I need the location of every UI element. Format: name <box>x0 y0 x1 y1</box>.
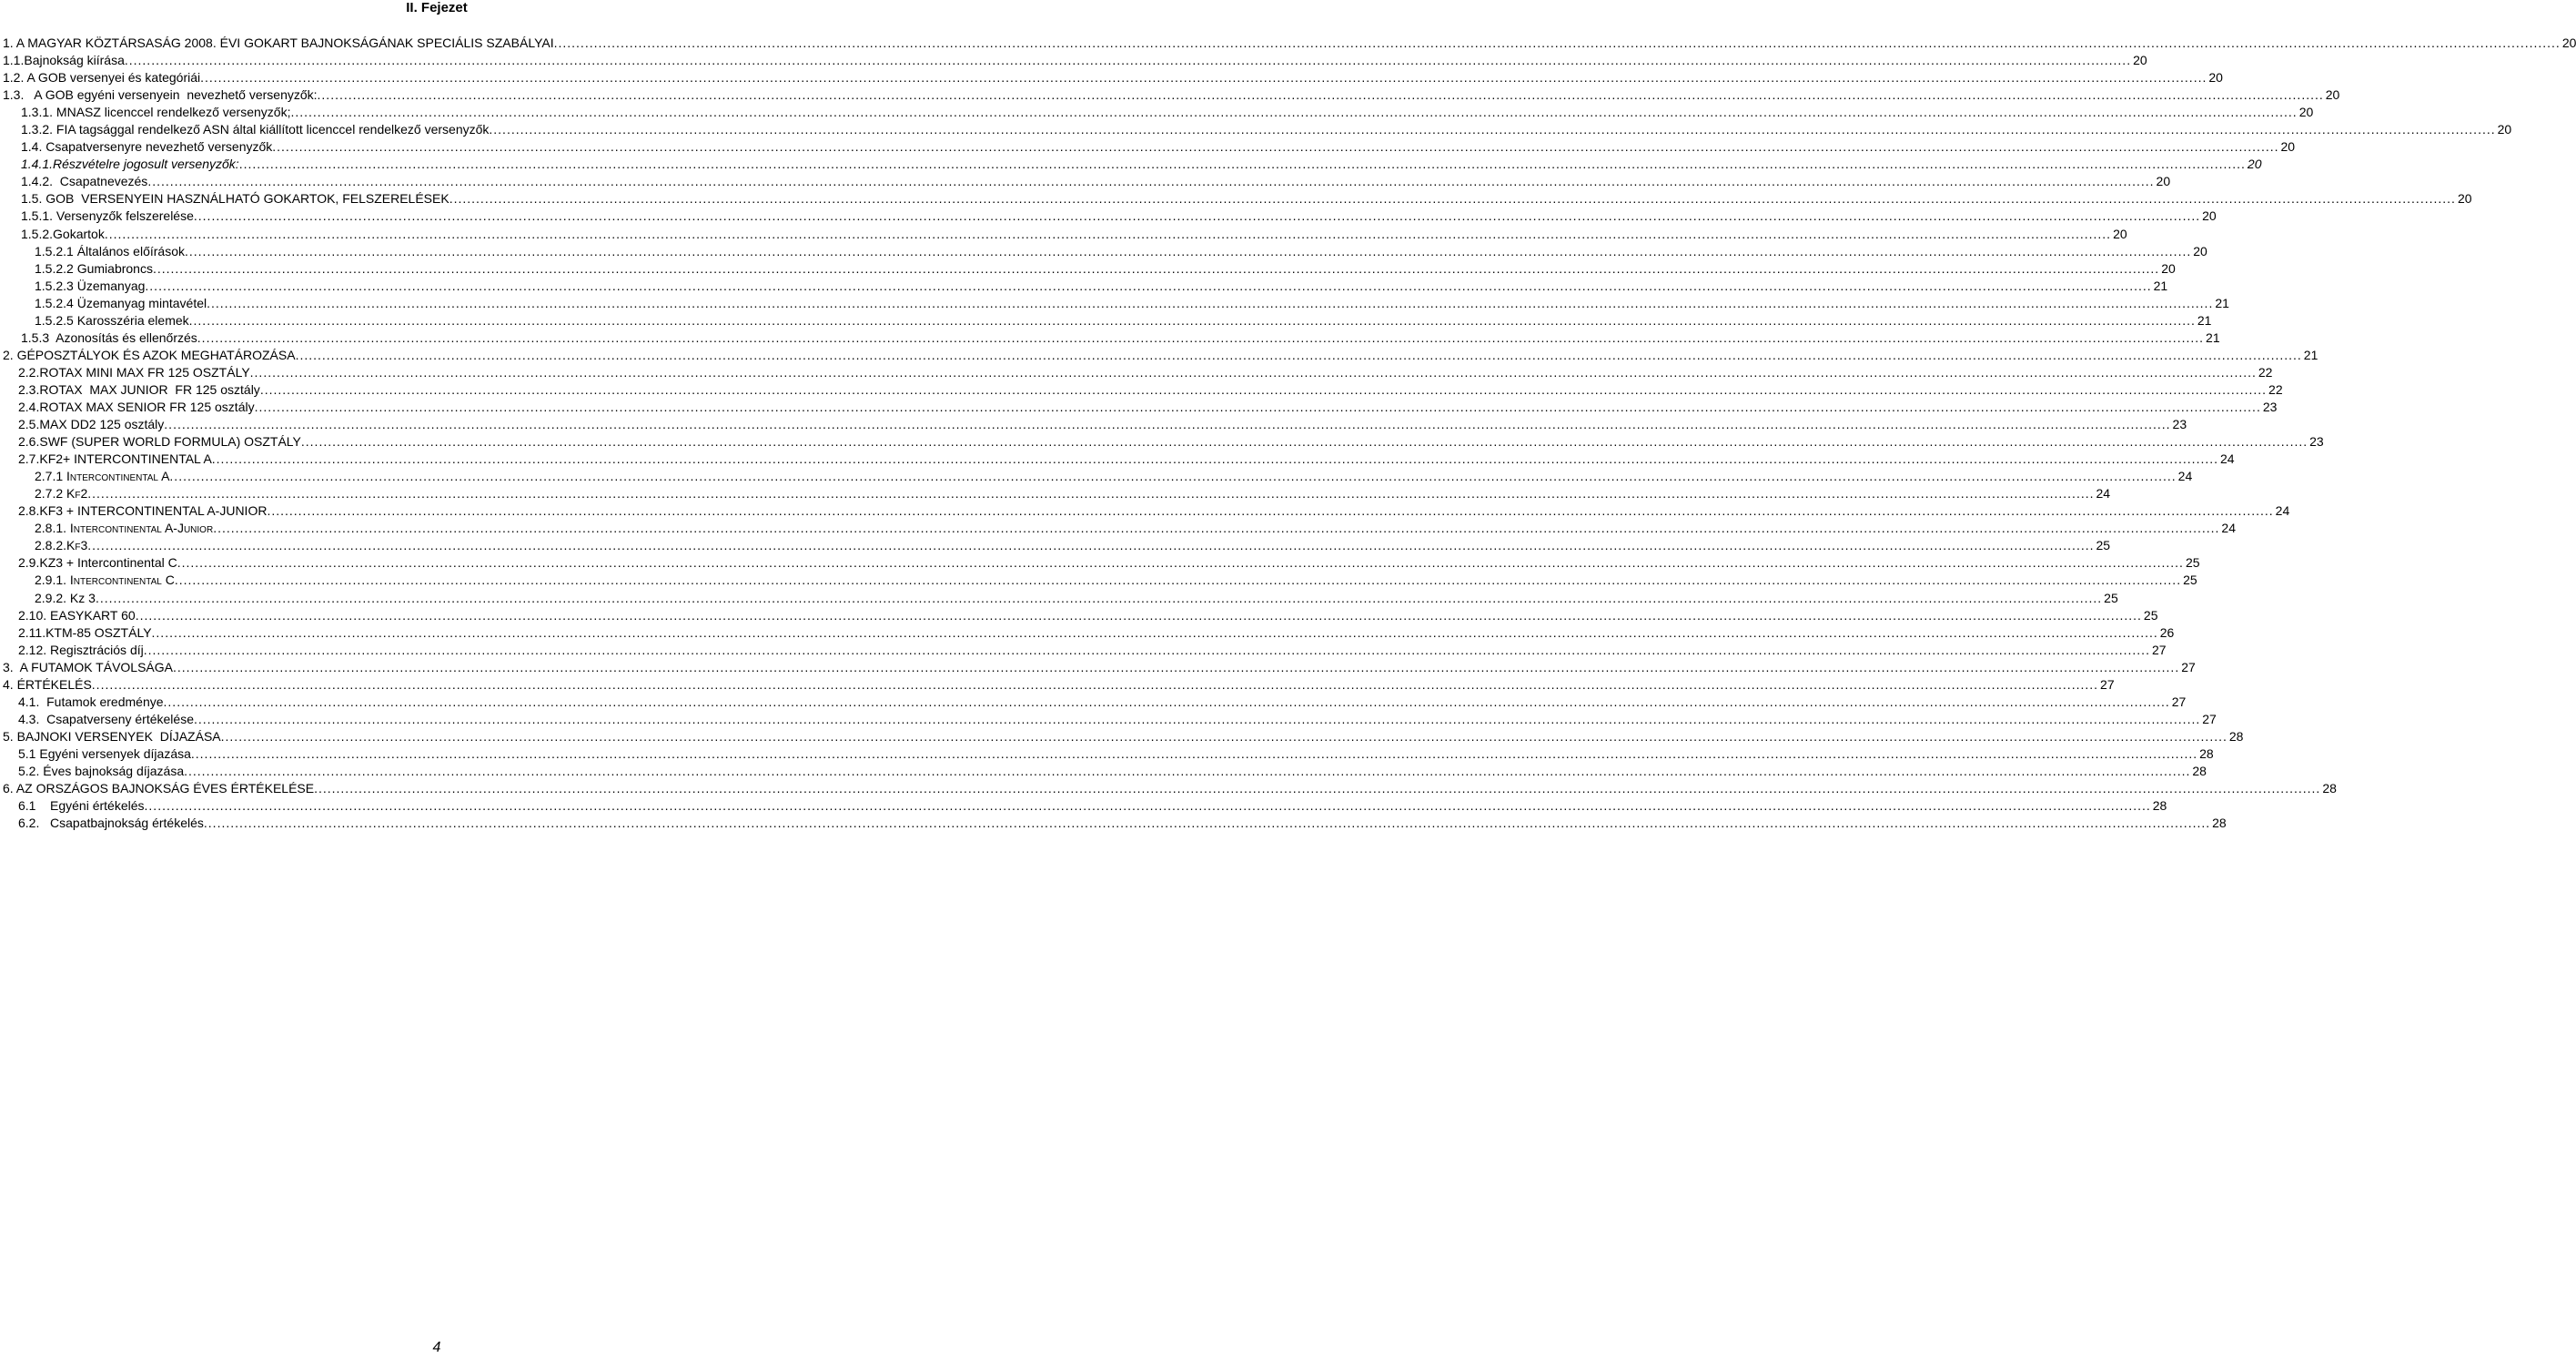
toc-entry-page: 20 <box>2193 243 2207 258</box>
toc-entry[interactable] <box>0 416 2187 433</box>
toc-entry-page: 20 <box>2113 226 2127 241</box>
toc-entry-page: 24 <box>2275 503 2290 519</box>
toc-leader: ................................................................................................................................................................................................................................................................................................................................................................................................................................................................... <box>197 329 2205 345</box>
toc-entry-label: 1.3.2. FIA tagsággal rendelkező ASN által kiállított licenccel rendelkező versenyzők <box>21 122 490 137</box>
toc-entry-page: 20 <box>2208 70 2223 86</box>
toc-leader: ................................................................................................................................................................................................................................................................................................................................................................................................................................................................... <box>300 434 2308 450</box>
toc-leader: ................................................................................................................................................................................................................................................................................................................................................................................................................................................................... <box>104 226 2112 241</box>
toc-entry[interactable] <box>0 745 2214 763</box>
toc-leader: ................................................................................................................................................................................................................................................................................................................................................................................................................................................................... <box>213 521 2220 536</box>
toc-entry-page: 20 <box>2133 53 2147 68</box>
toc-entry-page: 20 <box>2325 87 2340 103</box>
toc-entry-page: 26 <box>2159 624 2175 640</box>
toc-entry[interactable] <box>0 780 2337 797</box>
toc-leader: ................................................................................................................................................................................................................................................................................................................................................................................................................................................................... <box>87 538 2095 553</box>
toc-entry[interactable] <box>0 468 2193 485</box>
toc-leader: ................................................................................................................................................................................................................................................................................................................................................................................................................................................................... <box>314 781 2321 796</box>
toc-entry-page: 25 <box>2143 607 2158 623</box>
toc-entry-page: 24 <box>2177 469 2193 484</box>
toc-leader: ................................................................................................................................................................................................................................................................................................................................................................................................................................................................... <box>203 816 2211 831</box>
toc-entry[interactable] <box>0 537 2111 554</box>
toc-entry-label: 1.3.1. MNASZ licenccel rendelkező versenyzők; <box>21 105 291 120</box>
toc-entry[interactable] <box>0 554 2200 572</box>
toc-entry-page: 21 <box>2303 347 2318 362</box>
toc-entry[interactable] <box>0 190 2472 208</box>
toc-leader: ................................................................................................................................................................................................................................................................................................................................................................................................................................................................... <box>553 35 2561 50</box>
toc-entry-label: 1.4.1.Részvételre jogosult versenyzők: <box>21 157 239 172</box>
toc-entry[interactable] <box>0 815 2227 832</box>
toc-leader: ................................................................................................................................................................................................................................................................................................................................................................................................................................................................... <box>267 503 2274 519</box>
toc-entry[interactable] <box>0 572 2197 589</box>
toc-entry-label: 2.6.SWF (SUPER WORLD FORMULA) OSZTÁLY <box>18 434 301 450</box>
toc-entry-page: 28 <box>2322 781 2337 796</box>
toc-entry-page: 21 <box>2153 278 2168 293</box>
toc-entry-page: 27 <box>2151 642 2167 657</box>
toc-entry-label: 1. A MAGYAR KÖZTÁRSASÁG 2008. ÉVI GOKART BAJNOKSÁGÁNAK SPECIÁLIS SZABÁLYAI <box>3 35 554 50</box>
toc-leader: ................................................................................................................................................................................................................................................................................................................................................................................................................................................................... <box>249 364 2257 380</box>
toc-entry[interactable] <box>0 694 2187 711</box>
toc-entry[interactable] <box>0 433 2324 451</box>
toc-entry-label: 2.9.2. Kz 3 <box>35 590 96 605</box>
toc-entry-page: 28 <box>2228 728 2244 744</box>
toc-entry[interactable] <box>0 138 2296 156</box>
toc-entry[interactable] <box>0 278 2168 295</box>
toc-entry[interactable] <box>0 607 2158 624</box>
toc-entry-label: 2.9.KZ3 + Intercontinental C <box>18 555 177 571</box>
toc-entry-page: 20 <box>2161 260 2176 276</box>
toc-leader: ................................................................................................................................................................................................................................................................................................................................................................................................................................................................... <box>489 122 2496 137</box>
toc-entry[interactable] <box>0 763 2207 780</box>
toc-entry-label: 2.7.KF2+ INTERCONTINENTAL A <box>18 451 212 467</box>
toc-entry-page: 24 <box>2221 521 2236 536</box>
toc-entry[interactable] <box>0 156 2262 173</box>
toc-entry-label: 1.5.2.Gokartok <box>21 226 105 241</box>
toc-leader: ................................................................................................................................................................................................................................................................................................................................................................................................................................................................... <box>164 417 2171 432</box>
toc-leader: ................................................................................................................................................................................................................................................................................................................................................................................................................................................................... <box>185 243 2192 258</box>
toc-entry-page: 27 <box>2181 659 2196 674</box>
toc-entry-label: 6.1 Egyéni értékelés <box>18 798 145 814</box>
toc-entry-page: 20 <box>2247 157 2262 172</box>
toc-entry-label: 2.5.MAX DD2 125 osztály <box>18 417 165 432</box>
toc-entry-page: 24 <box>2096 486 2111 502</box>
toc-entry[interactable] <box>0 520 2236 537</box>
toc-entry-label: 2.9.1. Intercontinental C <box>35 573 175 588</box>
toc-entry[interactable] <box>0 485 2111 502</box>
page-title: II. Fejezet <box>406 0 468 15</box>
toc-entry-page: 21 <box>2206 329 2220 345</box>
toc-leader: ................................................................................................................................................................................................................................................................................................................................................................................................................................................................... <box>238 157 2246 172</box>
toc-entry-label: 5. BAJNOKI VERSENYEK DÍJAZÁSA <box>3 728 221 744</box>
toc-entry[interactable] <box>0 121 2512 138</box>
toc-entry[interactable] <box>0 364 2273 381</box>
toc-leader: ................................................................................................................................................................................................................................................................................................................................................................................................................................................................... <box>163 694 2170 709</box>
toc-leader: ................................................................................................................................................................................................................................................................................................................................................................................................................................................................... <box>91 676 2099 692</box>
toc-entry[interactable] <box>0 243 2207 260</box>
toc-entry[interactable] <box>0 590 2118 607</box>
toc-entry-label: 2.8.2.Kf3 <box>35 538 88 553</box>
toc-entry[interactable] <box>0 381 2283 399</box>
page-number: 4 <box>432 1340 441 1355</box>
toc-entry-page: 21 <box>2215 295 2229 310</box>
toc-leader: ................................................................................................................................................................................................................................................................................................................................................................................................................................................................... <box>145 278 2152 293</box>
toc-entry[interactable] <box>0 173 2171 190</box>
toc-entry-label: 3. A FUTAMOK TÁVOLSÁGA <box>3 659 173 674</box>
toc-entry[interactable] <box>0 659 2196 676</box>
toc-entry-label: 2. GÉPOSZTÁLYOK ÉS AZOK MEGHATÁROZÁSA <box>3 347 296 362</box>
toc-entry-page: 28 <box>2192 763 2207 778</box>
toc-entry-label: 1.2. A GOB versenyei és kategóriái <box>3 70 201 86</box>
toc-leader: ................................................................................................................................................................................................................................................................................................................................................................................................................................................................... <box>184 763 2191 778</box>
toc-entry-label: 4. ÉRTÉKELÉS <box>3 676 92 692</box>
toc-entry[interactable] <box>0 329 2220 347</box>
toc-entry-page: 22 <box>2258 364 2273 380</box>
toc-entry-page: 21 <box>2197 312 2212 328</box>
toc-leader: ................................................................................................................................................................................................................................................................................................................................................................................................................................................................... <box>254 399 2261 414</box>
toc-leader: ................................................................................................................................................................................................................................................................................................................................................................................................................................................................... <box>177 555 2184 571</box>
toc-entry[interactable] <box>0 728 2244 745</box>
toc-leader: ................................................................................................................................................................................................................................................................................................................................................................................................................................................................... <box>220 728 2227 744</box>
toc-entry-label: 1.3. A GOB egyéni versenyein nevezhető versenyzők: <box>3 87 318 103</box>
toc-leader: ................................................................................................................................................................................................................................................................................................................................................................................................................................................................... <box>200 70 2207 86</box>
toc-entry-label: 2.8.1. Intercontinental A-Junior <box>35 521 214 536</box>
toc-entry-label: 2.7.1 Intercontinental A <box>35 469 170 484</box>
toc-entry-label: 6.2. Csapatbajnokság értékelés <box>18 816 204 831</box>
toc-leader: ................................................................................................................................................................................................................................................................................................................................................................................................................................................................... <box>87 486 2095 502</box>
toc-entry-label: 1.1.Bajnokság kiírása <box>3 53 125 68</box>
toc-entry[interactable] <box>0 676 2115 694</box>
toc-leader: ................................................................................................................................................................................................................................................................................................................................................................................................................................................................... <box>124 53 2132 68</box>
toc-entry-page: 20 <box>2156 174 2171 189</box>
toc-entry[interactable] <box>0 451 2235 468</box>
toc-entry[interactable] <box>0 35 2576 52</box>
toc-leader: ................................................................................................................................................................................................................................................................................................................................................................................................................................................................... <box>188 312 2196 328</box>
toc-entry-label: 1.4. Csapatversenyre nevezhető versenyzők <box>21 139 273 155</box>
toc-entry-label: 1.5.1. Versenyzők felszerelése <box>21 208 194 224</box>
toc-entry-label: 2.10. EASYKART 60 <box>18 607 136 623</box>
toc-entry[interactable] <box>0 226 2127 243</box>
toc-entry-label: 1.5. GOB VERSENYEIN HASZNÁLHATÓ GOKARTOK, FELSZERELÉSEK <box>21 191 450 207</box>
toc-leader: ................................................................................................................................................................................................................................................................................................................................................................................................................................................................... <box>95 590 2103 605</box>
toc-entry-label: 2.7.2 Kf2 <box>35 486 88 502</box>
toc-entry-label: 2.8.KF3 + INTERCONTINENTAL A-JUNIOR <box>18 503 268 519</box>
toc-entry-page: 27 <box>2171 694 2187 709</box>
toc-leader: ................................................................................................................................................................................................................................................................................................................................................................................................................................................................... <box>317 87 2324 103</box>
toc-leader: ................................................................................................................................................................................................................................................................................................................................................................................................................................................................... <box>172 659 2180 674</box>
toc-entry[interactable] <box>0 624 2175 642</box>
table-of-contents <box>0 35 2576 832</box>
toc-leader: ................................................................................................................................................................................................................................................................................................................................................................................................................................................................... <box>272 139 2279 155</box>
toc-entry-label: 1.5.3 Azonosítás és ellenőrzés <box>21 329 197 345</box>
toc-entry-page: 27 <box>2100 676 2115 692</box>
toc-entry-page: 20 <box>2457 191 2472 207</box>
toc-entry-page: 20 <box>2202 208 2217 224</box>
toc-entry-page: 25 <box>2096 538 2111 553</box>
toc-entry-label: 5.1 Egyéni versenyek díjazása <box>18 745 191 761</box>
toc-entry-label: 4.1. Futamok eredménye <box>18 694 164 709</box>
toc-entry-label: 1.5.2.4 Üzemanyag mintavétel <box>35 295 207 310</box>
toc-entry-label: 1.5.2.5 Karosszéria elemek <box>35 312 189 328</box>
toc-entry-page: 20 <box>2497 122 2512 137</box>
toc-entry-page: 28 <box>2212 816 2227 831</box>
toc-entry-label: 1.5.2.2 Gumiabroncs <box>35 260 153 276</box>
toc-entry-label: 1.4.2. Csapatnevezés <box>21 174 148 189</box>
toc-leader: ................................................................................................................................................................................................................................................................................................................................................................................................................................................................... <box>151 624 2158 640</box>
toc-leader: ................................................................................................................................................................................................................................................................................................................................................................................................................................................................... <box>193 208 2201 224</box>
toc-entry-page: 20 <box>2561 35 2576 50</box>
toc-leader: ................................................................................................................................................................................................................................................................................................................................................................................................................................................................... <box>147 174 2155 189</box>
toc-entry-page: 23 <box>2262 399 2278 414</box>
toc-entry[interactable] <box>0 502 2290 520</box>
toc-leader: ................................................................................................................................................................................................................................................................................................................................................................................................................................................................... <box>144 798 2151 814</box>
toc-entry-label: 2.12. Regisztrációs díj <box>18 642 144 657</box>
toc-entry-page: 24 <box>2220 451 2235 467</box>
toc-entry-label: 1.5.2.3 Üzemanyag <box>35 278 146 293</box>
toc-leader: ................................................................................................................................................................................................................................................................................................................................................................................................................................................................... <box>295 347 2302 362</box>
toc-leader: ................................................................................................................................................................................................................................................................................................................................................................................................................................................................... <box>169 469 2177 484</box>
toc-leader: ................................................................................................................................................................................................................................................................................................................................................................................................................................................................... <box>207 295 2214 310</box>
toc-entry-page: 23 <box>2172 417 2187 432</box>
toc-entry-page: 25 <box>2185 555 2200 571</box>
toc-entry-page: 25 <box>2183 573 2197 588</box>
toc-entry[interactable] <box>0 69 2223 86</box>
toc-entry[interactable] <box>0 208 2217 225</box>
toc-entry-page: 27 <box>2202 711 2217 726</box>
toc-entry-label: 4.3. Csapatverseny értékelése <box>18 711 194 726</box>
toc-entry[interactable] <box>0 312 2212 329</box>
toc-entry-label: 2.4.ROTAX MAX SENIOR FR 125 osztály <box>18 399 255 414</box>
toc-entry[interactable] <box>0 104 2314 121</box>
toc-entry-page: 23 <box>2309 434 2324 450</box>
toc-entry[interactable] <box>0 52 2147 69</box>
toc-entry-label: 5.2. Éves bajnokság díjazása <box>18 763 185 778</box>
toc-leader: ................................................................................................................................................................................................................................................................................................................................................................................................................................................................... <box>449 191 2456 207</box>
toc-entry-page: 22 <box>2268 381 2283 397</box>
toc-entry-page: 25 <box>2104 590 2118 605</box>
toc-entry-label: 2.2.ROTAX MINI MAX FR 125 OSZTÁLY <box>18 364 250 380</box>
toc-leader: ................................................................................................................................................................................................................................................................................................................................................................................................................................................................... <box>135 607 2142 623</box>
toc-leader: ................................................................................................................................................................................................................................................................................................................................................................................................................................................................... <box>152 260 2160 276</box>
toc-entry[interactable] <box>0 295 2229 312</box>
toc-entry[interactable] <box>0 260 2176 278</box>
toc-entry[interactable] <box>0 797 2167 815</box>
toc-entry-page: 20 <box>2298 105 2314 120</box>
toc-entry[interactable] <box>0 711 2217 728</box>
toc-entry[interactable] <box>0 399 2278 416</box>
toc-entry-label: 1.5.2.1 Általános előírások <box>35 243 185 258</box>
toc-entry[interactable] <box>0 86 2340 104</box>
toc-entry-page: 28 <box>2152 798 2167 814</box>
toc-leader: ................................................................................................................................................................................................................................................................................................................................................................................................................................................................... <box>190 745 2198 761</box>
toc-entry-label: 6. AZ ORSZÁGOS BAJNOKSÁG ÉVES ÉRTÉKELÉSE <box>3 781 315 796</box>
toc-leader: ................................................................................................................................................................................................................................................................................................................................................................................................................................................................... <box>259 381 2268 397</box>
toc-entry-label: 2.3.ROTAX MAX JUNIOR FR 125 osztály <box>18 381 260 397</box>
toc-leader: ................................................................................................................................................................................................................................................................................................................................................................................................................................................................... <box>143 642 2150 657</box>
toc-leader: ................................................................................................................................................................................................................................................................................................................................................................................................................................................................... <box>174 573 2182 588</box>
toc-entry[interactable] <box>0 642 2167 659</box>
toc-leader: ................................................................................................................................................................................................................................................................................................................................................................................................................................................................... <box>194 711 2201 726</box>
toc-entry-page: 20 <box>2280 139 2296 155</box>
toc-leader: ................................................................................................................................................................................................................................................................................................................................................................................................................................................................... <box>290 105 2298 120</box>
toc-entry-page: 28 <box>2199 745 2214 761</box>
toc-entry-label: 2.11.KTM-85 OSZTÁLY <box>18 624 152 640</box>
toc-leader: ................................................................................................................................................................................................................................................................................................................................................................................................................................................................... <box>211 451 2219 467</box>
toc-entry[interactable] <box>0 347 2318 364</box>
